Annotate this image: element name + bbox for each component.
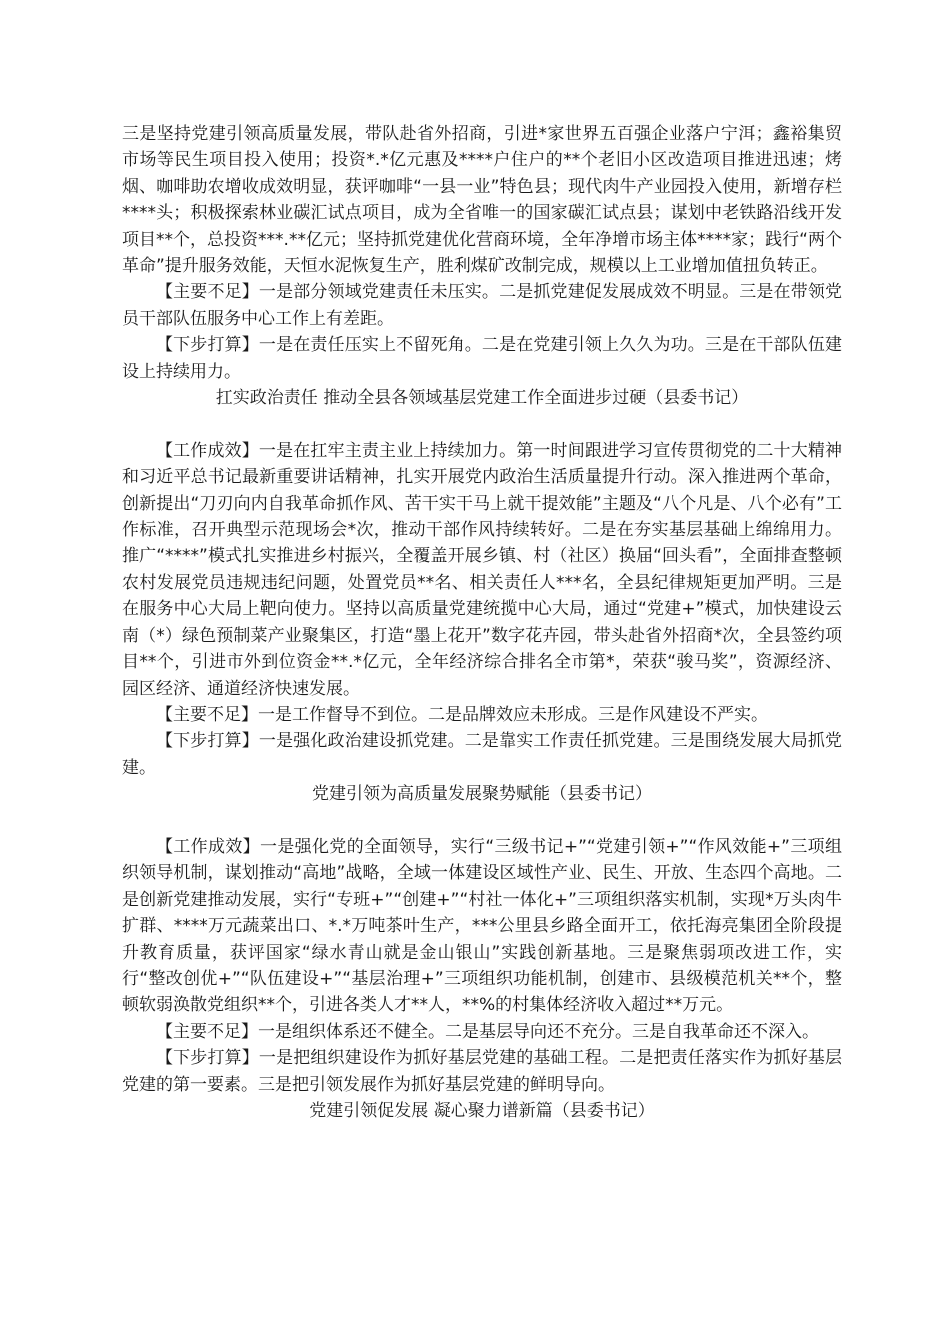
body-paragraph: 【主要不足】一是部分领域党建责任未压实。二是抓党建促发展成效不明显。三是在带领党员干部队伍服务中心工作上有差距。 [122,282,842,329]
body-paragraph: 三是坚持党建引领高质量发展，带队赴省外招商，引进*家世界五百强企业落户宁洱；鑫裕集贸市场等民生项目投入使用；投资*.*亿元惠及****户住户的**个老旧小区改造项目推进迅速；烤烟、咖啡助农增收成效明显，获评咖啡“一县一业”特色县；现代肉牛产业园投入使用，新增存栏****头；积极探索林业碳汇试点项目，成为全省唯一的国家碳汇试点县；谋划中老铁路沿线开发项目**个，总投资***.**亿元；坚持抓党建优化营商环境，全年净增市场主体****家；践行“两个革命”提升服务效能，天恒水泥恢复生产，胜利煤矿改制完成，规模以上工业增加值扭负转正。 [122,124,842,277]
blank-line [122,808,842,834]
section-title: 扛实政治责任 推动全县各领域基层党建工作全面进步过硬（县委书记） [215,388,749,409]
blank-line [122,411,842,437]
section-title: 党建引领促发展 凝心聚力谱新篇（县委书记） [309,1101,655,1121]
body-paragraph: 【工作成效】一是在扛牢主责主业上持续加力。第一时间跟进学习宣传贯彻党的二十大精神和习近平总书记最新重要讲话精神，扎实开展党内政治生活质量提升行动。深入推进两个革命，创新提出“刀刃向内自我革命抓作风、苦干实干马上就干提效能”主题及“八个凡是、八个必有”工作标准，召开典型示范现场会*次，推动干部作风持续转好。二是在夯实基层基础上绵绵用力。推广“****”模式扎实推进乡村振兴，全覆盖开展乡镇、村（社区）换届“回头看”，全面排查整顿农村发展党员违规违纪问题，处置党员**名、相关责任人***名，全县纪律规矩更加严明。三是在服务中心大局上靶向使力。坚持以高质量党建统揽中心大局，通过“党建+”模式，加快建设云南（*）绿色预制菜产业聚集区，打造“墨上花开”数字花卉园，带头赴省外招商*次，全县签约项目**个，引进市外到位资金**.*亿元，全年经济综合排名全市第*，荣获“骏马奖”，资源经济、园区经济、通道经济快速发展。 [122,440,842,699]
document-page [122,121,842,1124]
body-paragraph: 【主要不足】一是工作督导不到位。二是品牌效应未形成。三是作风建设不严实。 [156,704,768,725]
body-paragraph: 【下步打算】一是在责任压实上不留死角。二是在党建引领上久久为功。三是在干部队伍建设上持续用力。 [122,335,842,382]
body-paragraph: 【主要不足】一是组织体系还不健全。二是基层导向还不充分。三是自我革命还不深入。 [156,1021,819,1042]
body-paragraph: 【下步打算】一是强化政治建设抓党建。二是靠实工作责任抓党建。三是围绕发展大局抓党建。 [122,731,842,778]
section-title: 党建引领为高质量发展聚势赋能（县委书记） [312,784,652,805]
body-paragraph: 【下步打算】一是把组织建设作为抓好基层党建的基础工程。二是把责任落实作为抓好基层党建的第一要素。三是把引领发展作为抓好基层党建的鲜明导向。 [122,1048,842,1095]
body-paragraph: 【工作成效】一是强化党的全面领导，实行“三级书记+”“党建引领+”“作风效能+”三项组织领导机制，谋划推动“高地”战略，全域一体建设区域性产业、民生、开放、生态四个高地。二是创新党建推动发展，实行“专班+”“创建+”“村社一体化+”三项组织落实机制，实现*万头肉牛扩群、****万元蔬菜出口、*.*万吨茶叶生产，***公里县乡路全面开工，依托海亮集团全阶段提升教育质量，获评国家“绿水青山就是金山银山”实践创新基地。三是聚焦弱项改进工作，实行“整改创优+”“队伍建设+”“基层治理+”三项组织功能机制，创建市、县级模范机关**个，整顿软弱涣散党组织**个，引进各类人才**人，**%的村集体经济收入超过**万元。 [122,836,842,1016]
